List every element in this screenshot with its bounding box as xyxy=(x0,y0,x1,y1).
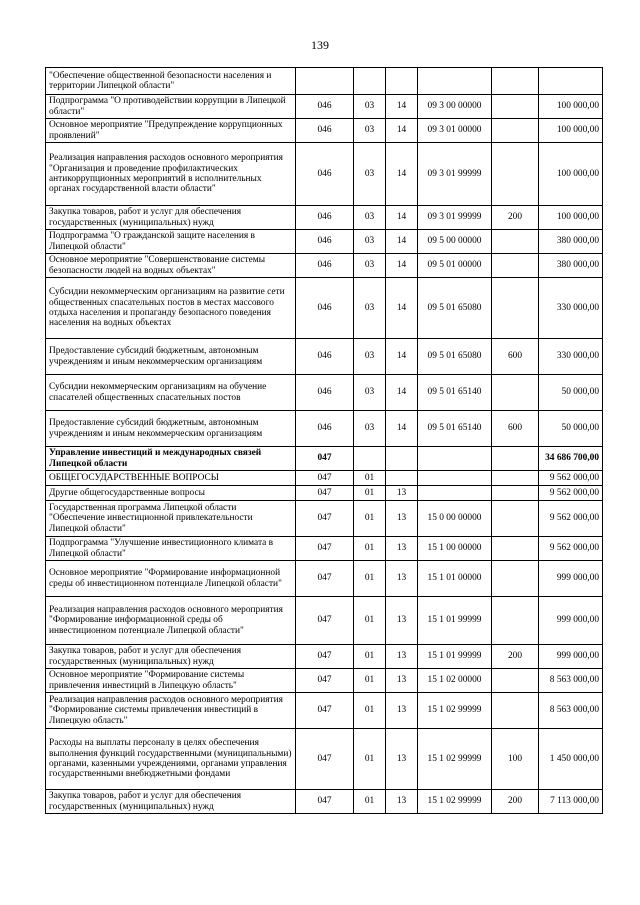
row-name: Основное мероприятие "Предупреждение коррупционных проявлений" xyxy=(46,119,296,143)
row-section-code xyxy=(354,447,386,471)
table-row xyxy=(46,278,603,339)
row-section-code: 03 xyxy=(354,206,386,230)
row-expense-type xyxy=(492,597,539,645)
row-name: Государственная программа Липецкой области "Обеспечение инвестиционной привлекательности Липецкой области" xyxy=(46,501,296,537)
row-expense-type xyxy=(492,119,539,143)
table-row xyxy=(46,597,603,645)
row-amount: 34 686 700,00 xyxy=(539,447,603,471)
table-row xyxy=(46,537,603,561)
row-section-code: 01 xyxy=(354,693,386,729)
row-section-code: 01 xyxy=(354,669,386,693)
row-expense-type xyxy=(492,447,539,471)
row-expense-type: 200 xyxy=(492,645,539,669)
budget-table-body xyxy=(46,68,603,814)
row-amount xyxy=(539,68,603,95)
row-amount: 330 000,00 xyxy=(539,339,603,375)
row-name: Расходы на выплаты персоналу в целях обеспечения выполнения функций государственными (муниципальными) органами, казенными учреждениями, органами управления государственными внебюджетными фондами xyxy=(46,729,296,790)
row-target-article xyxy=(418,447,492,471)
row-section-code: 03 xyxy=(354,375,386,411)
row-section-code: 01 xyxy=(354,471,386,486)
row-subsection-code: 14 xyxy=(386,206,418,230)
table-row xyxy=(46,68,603,95)
row-target-article: 15 1 01 99999 xyxy=(418,597,492,645)
row-amount: 100 000,00 xyxy=(539,95,603,119)
row-ved-code: 047 xyxy=(296,597,354,645)
row-ved-code: 047 xyxy=(296,471,354,486)
row-subsection-code: 13 xyxy=(386,597,418,645)
table-row xyxy=(46,486,603,501)
row-expense-type xyxy=(492,693,539,729)
row-expense-type xyxy=(492,537,539,561)
row-ved-code: 046 xyxy=(296,119,354,143)
row-section-code xyxy=(354,68,386,95)
row-target-article: 15 1 02 99999 xyxy=(418,729,492,790)
row-name: ОБЩЕГОСУДАРСТВЕННЫЕ ВОПРОСЫ xyxy=(46,471,296,486)
row-amount: 9 562 000,00 xyxy=(539,486,603,501)
row-name: Подпрограмма "О гражданской защите населения в Липецкой области" xyxy=(46,230,296,254)
row-section-code: 03 xyxy=(354,230,386,254)
row-target-article: 09 5 01 65140 xyxy=(418,375,492,411)
row-section-code: 01 xyxy=(354,790,386,814)
row-amount: 50 000,00 xyxy=(539,411,603,447)
table-row xyxy=(46,447,603,471)
table-row xyxy=(46,206,603,230)
table-row xyxy=(46,375,603,411)
row-subsection-code: 14 xyxy=(386,119,418,143)
row-name: Закупка товаров, работ и услуг для обеспечения государственных (муниципальных) нужд xyxy=(46,206,296,230)
row-amount: 999 000,00 xyxy=(539,561,603,597)
row-name: Реализация направления расходов основного мероприятия "Формирование системы привлечения инвестиций в Липецкую область" xyxy=(46,693,296,729)
row-expense-type xyxy=(492,95,539,119)
row-ved-code xyxy=(296,68,354,95)
table-row xyxy=(46,501,603,537)
row-ved-code: 047 xyxy=(296,790,354,814)
row-section-code: 03 xyxy=(354,278,386,339)
row-subsection-code: 13 xyxy=(386,537,418,561)
row-section-code: 01 xyxy=(354,645,386,669)
row-subsection-code: 13 xyxy=(386,693,418,729)
row-subsection-code: 14 xyxy=(386,339,418,375)
row-section-code: 03 xyxy=(354,254,386,278)
row-ved-code: 047 xyxy=(296,729,354,790)
row-target-article: 15 1 02 99999 xyxy=(418,790,492,814)
row-subsection-code: 13 xyxy=(386,486,418,501)
table-row xyxy=(46,790,603,814)
row-target-article: 09 5 01 00000 xyxy=(418,254,492,278)
row-amount: 9 562 000,00 xyxy=(539,471,603,486)
row-target-article: 09 5 01 65140 xyxy=(418,411,492,447)
row-subsection-code: 14 xyxy=(386,278,418,339)
row-section-code: 03 xyxy=(354,339,386,375)
table-row xyxy=(46,143,603,206)
row-subsection-code: 13 xyxy=(386,669,418,693)
row-expense-type xyxy=(492,278,539,339)
row-amount: 100 000,00 xyxy=(539,143,603,206)
row-subsection-code: 14 xyxy=(386,411,418,447)
row-target-article: 15 1 01 99999 xyxy=(418,645,492,669)
row-amount: 380 000,00 xyxy=(539,254,603,278)
row-expense-type xyxy=(492,486,539,501)
row-expense-type xyxy=(492,501,539,537)
row-target-article: 15 1 00 00000 xyxy=(418,537,492,561)
table-row xyxy=(46,339,603,375)
row-ved-code: 046 xyxy=(296,411,354,447)
row-name: Субсидии некоммерческим организациям на обучение спасателей общественных спасательных постов xyxy=(46,375,296,411)
row-target-article: 15 1 02 00000 xyxy=(418,669,492,693)
row-target-article: 09 5 00 00000 xyxy=(418,230,492,254)
row-ved-code: 047 xyxy=(296,486,354,501)
row-name: Подпрограмма "Улучшение инвестиционного климата в Липецкой области" xyxy=(46,537,296,561)
table-row xyxy=(46,561,603,597)
row-ved-code: 047 xyxy=(296,561,354,597)
row-section-code: 01 xyxy=(354,501,386,537)
table-row xyxy=(46,230,603,254)
row-expense-type xyxy=(492,375,539,411)
table-row xyxy=(46,693,603,729)
row-expense-type: 100 xyxy=(492,729,539,790)
table-row xyxy=(46,669,603,693)
row-section-code: 01 xyxy=(354,486,386,501)
row-ved-code: 047 xyxy=(296,447,354,471)
row-ved-code: 046 xyxy=(296,95,354,119)
row-target-article xyxy=(418,471,492,486)
row-amount: 9 562 000,00 xyxy=(539,537,603,561)
row-subsection-code: 13 xyxy=(386,790,418,814)
budget-table xyxy=(45,67,603,814)
row-ved-code: 046 xyxy=(296,206,354,230)
row-subsection-code: 13 xyxy=(386,729,418,790)
row-amount: 999 000,00 xyxy=(539,645,603,669)
table-row xyxy=(46,411,603,447)
row-expense-type xyxy=(492,230,539,254)
table-row xyxy=(46,119,603,143)
row-subsection-code: 13 xyxy=(386,645,418,669)
row-expense-type xyxy=(492,254,539,278)
row-name: Основное мероприятие "Формирование системы привлечения инвестиций в Липецкую область" xyxy=(46,669,296,693)
row-target-article xyxy=(418,486,492,501)
row-subsection-code: 13 xyxy=(386,501,418,537)
row-amount: 100 000,00 xyxy=(539,206,603,230)
row-name: Закупка товаров, работ и услуг для обеспечения государственных (муниципальных) нужд xyxy=(46,645,296,669)
row-name: Субсидии некоммерческим организациям на развитие сети общественных спасательных постов в местах массового отдыха населения и пропаганду безопасного поведения населения на водных объектах xyxy=(46,278,296,339)
row-amount: 330 000,00 xyxy=(539,278,603,339)
table-row xyxy=(46,729,603,790)
row-target-article: 15 0 00 00000 xyxy=(418,501,492,537)
row-amount: 380 000,00 xyxy=(539,230,603,254)
row-subsection-code: 13 xyxy=(386,561,418,597)
row-amount: 8 563 000,00 xyxy=(539,693,603,729)
row-subsection-code: 14 xyxy=(386,95,418,119)
row-target-article: 09 5 01 65080 xyxy=(418,339,492,375)
row-amount: 8 563 000,00 xyxy=(539,669,603,693)
row-name: "Обеспечение общественной безопасности населения и территории Липецкой области" xyxy=(46,68,296,95)
row-ved-code: 047 xyxy=(296,669,354,693)
row-amount: 9 562 000,00 xyxy=(539,501,603,537)
row-expense-type xyxy=(492,68,539,95)
row-subsection-code xyxy=(386,447,418,471)
row-target-article xyxy=(418,68,492,95)
row-amount: 50 000,00 xyxy=(539,375,603,411)
row-ved-code: 047 xyxy=(296,645,354,669)
row-subsection-code: 14 xyxy=(386,254,418,278)
row-section-code: 01 xyxy=(354,729,386,790)
row-subsection-code: 14 xyxy=(386,375,418,411)
row-name: Другие общегосударственные вопросы xyxy=(46,486,296,501)
row-name: Управление инвестиций и международных связей Липецкой области xyxy=(46,447,296,471)
row-target-article: 15 1 01 00000 xyxy=(418,561,492,597)
row-name: Основное мероприятие "Совершенствование системы безопасности людей на водных объектах" xyxy=(46,254,296,278)
row-expense-type xyxy=(492,669,539,693)
row-expense-type xyxy=(492,561,539,597)
row-name: Закупка товаров, работ и услуг для обеспечения государственных (муниципальных) нужд xyxy=(46,790,296,814)
row-section-code: 03 xyxy=(354,95,386,119)
row-expense-type: 600 xyxy=(492,339,539,375)
row-section-code: 03 xyxy=(354,143,386,206)
row-ved-code: 046 xyxy=(296,375,354,411)
row-subsection-code: 14 xyxy=(386,143,418,206)
row-amount: 100 000,00 xyxy=(539,119,603,143)
row-expense-type xyxy=(492,143,539,206)
row-name: Предоставление субсидий бюджетным, автономным учреждениям и иным некоммерческим организациям xyxy=(46,411,296,447)
row-ved-code: 046 xyxy=(296,143,354,206)
row-name: Реализация направления расходов основного мероприятия "Организация и проведение профилактических антикоррупционных мероприятий в исполнительных органах государственной власти области" xyxy=(46,143,296,206)
row-target-article: 09 3 01 00000 xyxy=(418,119,492,143)
row-amount: 1 450 000,00 xyxy=(539,729,603,790)
row-expense-type: 200 xyxy=(492,790,539,814)
row-section-code: 03 xyxy=(354,411,386,447)
row-target-article: 15 1 02 99999 xyxy=(418,693,492,729)
row-ved-code: 046 xyxy=(296,339,354,375)
row-section-code: 01 xyxy=(354,537,386,561)
row-expense-type: 600 xyxy=(492,411,539,447)
row-name: Предоставление субсидий бюджетным, автономным учреждениям и иным некоммерческим организациям xyxy=(46,339,296,375)
row-expense-type: 200 xyxy=(492,206,539,230)
table-row xyxy=(46,645,603,669)
table-row xyxy=(46,254,603,278)
row-subsection-code xyxy=(386,471,418,486)
row-ved-code: 047 xyxy=(296,537,354,561)
row-name: Реализация направления расходов основного мероприятия "Формирование информационной среды об инвестиционном потенциале Липецкой области" xyxy=(46,597,296,645)
row-section-code: 01 xyxy=(354,561,386,597)
row-section-code: 03 xyxy=(354,119,386,143)
row-target-article: 09 3 01 99999 xyxy=(418,143,492,206)
row-name: Подпрограмма "О противодействии коррупции в Липецкой области" xyxy=(46,95,296,119)
row-name: Основное мероприятие "Формирование информационной среды об инвестиционном потенциале Липецкой области" xyxy=(46,561,296,597)
row-subsection-code xyxy=(386,68,418,95)
row-ved-code: 046 xyxy=(296,230,354,254)
row-ved-code: 047 xyxy=(296,693,354,729)
row-target-article: 09 3 01 99999 xyxy=(418,206,492,230)
row-target-article: 09 5 01 65080 xyxy=(418,278,492,339)
page-number: 139 xyxy=(311,38,329,52)
row-ved-code: 046 xyxy=(296,254,354,278)
row-section-code: 01 xyxy=(354,597,386,645)
row-subsection-code: 14 xyxy=(386,230,418,254)
row-target-article: 09 3 00 00000 xyxy=(418,95,492,119)
row-ved-code: 047 xyxy=(296,501,354,537)
table-row xyxy=(46,95,603,119)
row-expense-type xyxy=(492,471,539,486)
table-row xyxy=(46,471,603,486)
row-amount: 7 113 000,00 xyxy=(539,790,603,814)
row-amount: 999 000,00 xyxy=(539,597,603,645)
row-ved-code: 046 xyxy=(296,278,354,339)
